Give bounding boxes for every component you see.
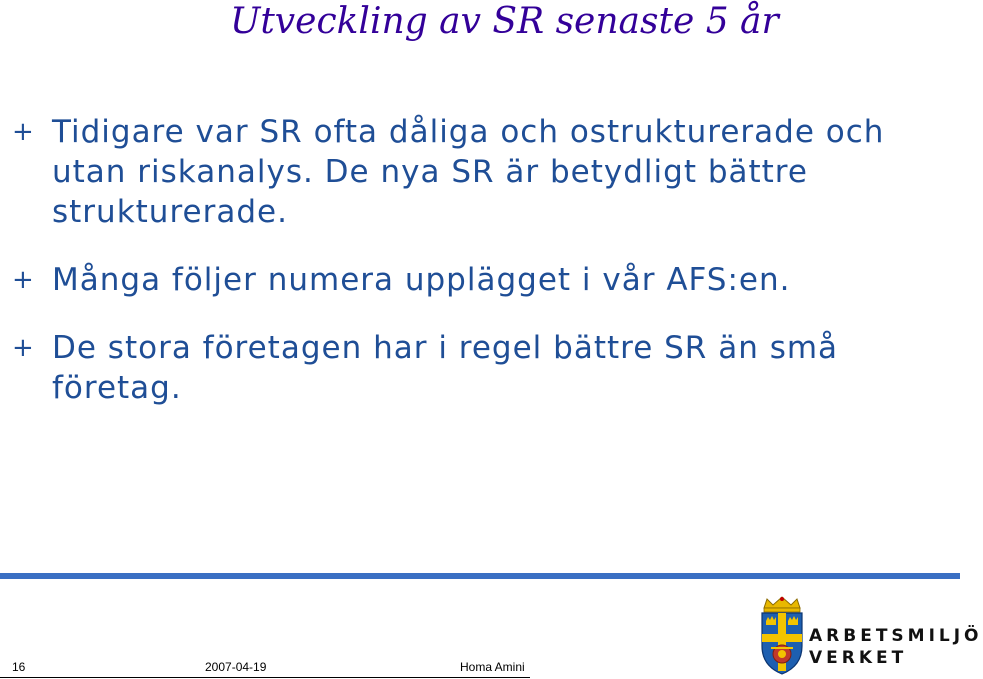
bullet-item xyxy=(12,260,942,300)
footer-author: Homa Amini xyxy=(460,660,525,674)
divider-rule xyxy=(0,573,960,579)
bullet-marker-icon: + xyxy=(12,117,35,147)
bullet-marker-icon: + xyxy=(12,265,35,295)
logo-line-2: VERKET xyxy=(809,648,908,668)
agency-logo xyxy=(757,596,983,676)
bullet-item xyxy=(12,112,942,232)
logo-line-1: ARBETSMILJÖ xyxy=(809,626,983,646)
page-number: 16 xyxy=(12,660,26,674)
bullet-text: Många följer numera upplägget i vår AFS:en. xyxy=(52,262,791,298)
bullet-text: Tidigare var SR ofta dåliga och ostrukturerade och utan riskanalys. De nya SR är betydligt bättre strukturerade. xyxy=(52,114,885,230)
bullet-text: De stora företagen har i regel bättre SR än små företag. xyxy=(52,330,839,406)
footer-divider xyxy=(0,677,530,678)
bullet-marker-icon: + xyxy=(12,333,35,363)
footer-date: 2007-04-19 xyxy=(205,660,267,674)
slide-title: Utveckling av SR senaste 5 år xyxy=(230,1,779,42)
coat-of-arms-icon xyxy=(757,596,807,676)
bullet-item xyxy=(12,328,942,408)
bullet-list xyxy=(12,112,942,436)
